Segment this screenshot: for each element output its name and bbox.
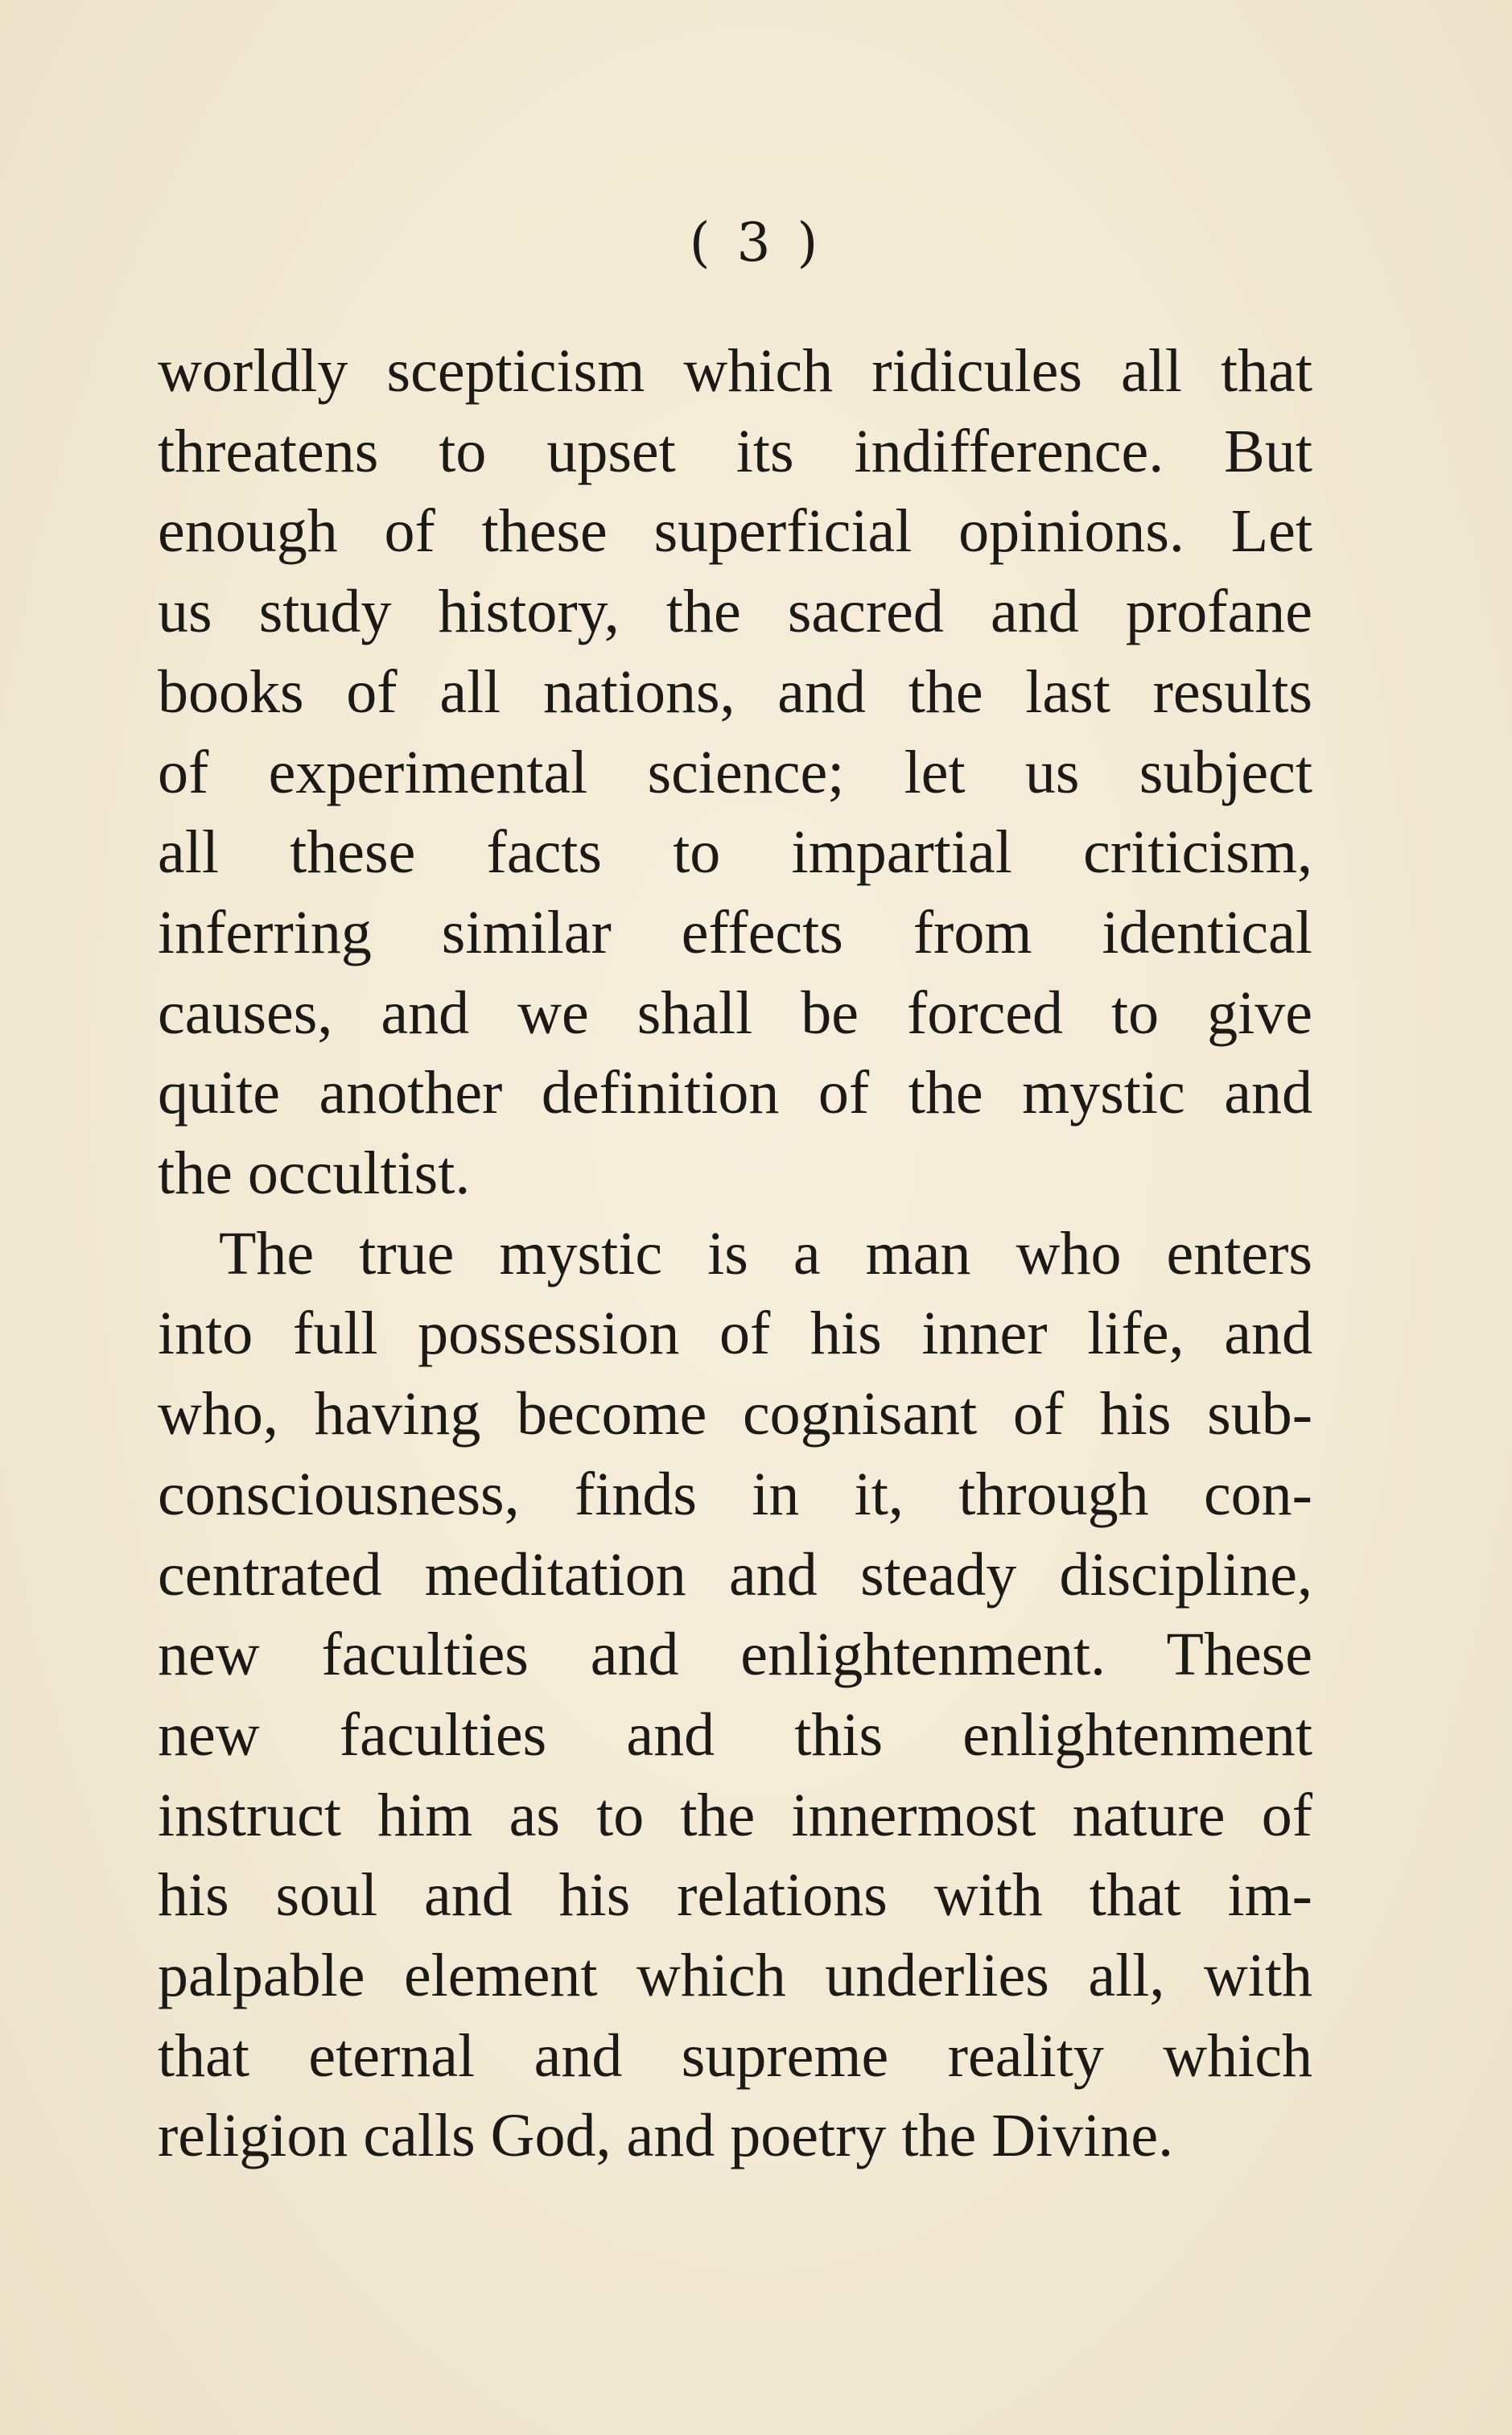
text-line: causes, and we shall be forced to give bbox=[158, 979, 1312, 1047]
text-line: us study history, the sacred and profane bbox=[158, 578, 1312, 646]
text-line: worldly scepticism which ridicules all that bbox=[158, 337, 1312, 405]
text-line: new faculties and this enlightenment bbox=[158, 1700, 1312, 1769]
text-line: religion calls God, and poetry the Divine. bbox=[158, 2102, 1174, 2170]
text-line: The true mystic is a man who enters bbox=[219, 1219, 1312, 1288]
text-line: all these facts to impartial criticism, bbox=[158, 818, 1312, 887]
paragraph-2 bbox=[158, 1214, 1312, 2177]
body-text bbox=[158, 332, 1312, 2177]
text-line: consciousness, finds in it, through con- bbox=[158, 1460, 1312, 1528]
text-line: the occultist. bbox=[158, 1139, 471, 1208]
text-line: centrated meditation and steady discipline, bbox=[158, 1540, 1312, 1609]
text-line: instruct him as to the innermost nature of bbox=[158, 1781, 1312, 1849]
text-line: quite another definition of the mystic and bbox=[158, 1059, 1312, 1127]
text-line: that eternal and supreme reality which bbox=[158, 2021, 1312, 2090]
text-line: books of all nations, and the last results bbox=[158, 657, 1312, 726]
text-line: into full possession of his inner life, and bbox=[158, 1300, 1312, 1368]
text-line: palpable element which underlies all, with bbox=[158, 1942, 1312, 2010]
text-line: enough of these superficial opinions. Let bbox=[158, 497, 1312, 566]
text-line: threatens to upset its indifference. But bbox=[158, 417, 1312, 485]
text-line: his soul and his relations with that im- bbox=[158, 1861, 1312, 1930]
page-number: ( 3 ) bbox=[689, 212, 823, 274]
text-line: of experimental science; let us subject bbox=[158, 738, 1312, 806]
paragraph-1 bbox=[158, 332, 1312, 1214]
text-line: new faculties and enlightenment. These bbox=[158, 1621, 1312, 1689]
text-line: who, having become cognisant of his sub- bbox=[158, 1380, 1312, 1448]
text-line: inferring similar effects from identical bbox=[158, 898, 1312, 966]
